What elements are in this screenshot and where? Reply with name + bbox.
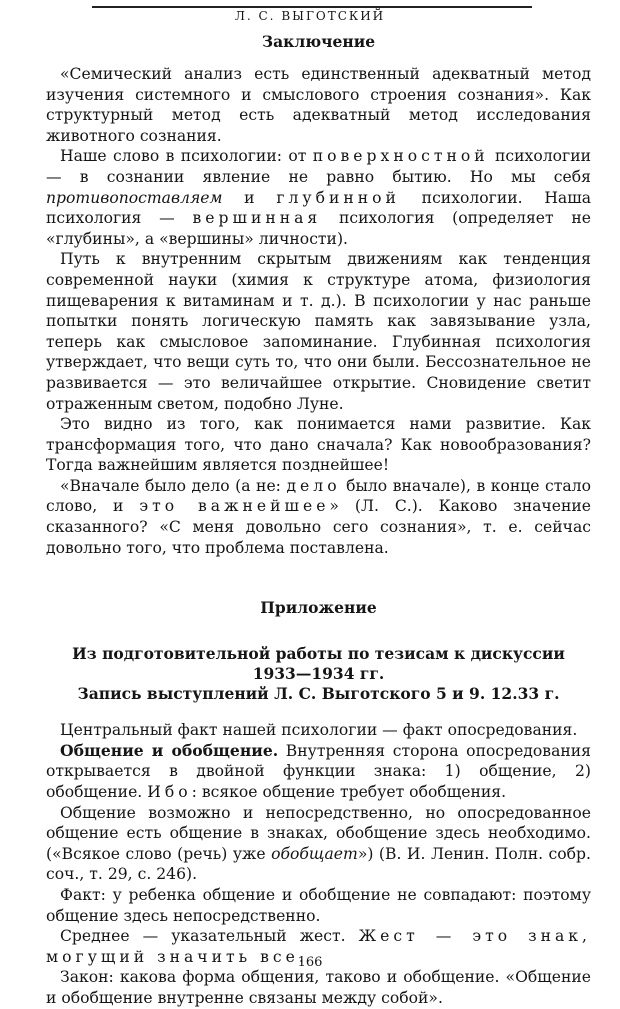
appendix-subtitle: Из подготовительной работы по тезисам к дискуссии <box>72 644 565 664</box>
paragraph: «Вначале было дело (а не: дело было вначале), в конце стало слово, и это важнейшее» (Л. С.). Каково значение сказанного? «С меня довольно сего сознания», т. е. сейчас довольно того, что проблема поставлена. <box>46 476 591 557</box>
section-title-appendix: Приложение <box>260 598 377 618</box>
running-head: Л. С. ВЫГОТСКИЙ <box>234 9 386 23</box>
appendix-subtitle-record: Запись выступлений Л. С. Выготского 5 и 9. 12.33 г. <box>77 684 560 704</box>
page-content <box>46 32 591 1009</box>
paragraph: Это видно из того, как понимается нами развитие. Как трансформация того, что дано сначала? Как новообразования? Тогда важнейшим является позднейшее! <box>46 415 591 475</box>
page-number: 166 <box>297 955 323 970</box>
paragraph: «Семический анализ есть единственный адекватный метод изучения системного и смыслового строения сознания». Как структурный метод есть адекватный метод исследования животного сознания. <box>46 65 591 145</box>
paragraph: Среднее — указательный жест. Жест — это знак, могущий значить все. <box>46 927 591 966</box>
paragraph: Путь к внутренним скрытым движениям как тенденция современной науки (химия к структуре атома, физиология пищеварения к витаминам и т. д.). В психологии у нас раньше попытки понять логическую память как завязывание узла, теперь как смысловое запоминание. Глубинная психология утверждает, что вещи суть то, что они были. Бессознательное не развивается — это величайшее открытие. Сновидение светит отраженным светом, подобно Луне. <box>46 250 591 413</box>
paragraph: Факт: у ребенка общение и обобщение не совпадают: поэтому общение здесь непосредственно. <box>46 886 591 925</box>
paragraph: Закон: какова форма общения, таково и обобщение. «Общение и обобщение внутренне связаны между собой». <box>46 968 591 1007</box>
appendix-subtitle-years: 1933—1934 гг. <box>252 664 385 684</box>
header-rule <box>92 6 532 8</box>
paragraph: Общение возможно и непосредственно, но опосредованное общение есть общение в знаках, обобщение здесь необходимо. («Всякое слово (речь) уже обобщает») (В. И. Ленин. Полн. собр. соч., т. 29, с. 246). <box>46 803 591 884</box>
section-title-conclusion: Заключение <box>261 32 376 51</box>
paragraph: Наше слово в психологии: от поверхностной психологии — в сознании явление не равно бытию. Но мы себя противопоставляем и глубинной психологии. Наша психология — вершинная психология (определяет не «глубины», а «вершины» личности). <box>46 147 592 248</box>
paragraph: Общение и обобщение. Внутренняя сторона опосредования открывается в двойной функции знака: 1) общение, 2) обобщение. Ибо: всякое общение требует обобщения. <box>46 740 591 802</box>
paragraph: Центральный факт нашей психологии — факт опосредования. <box>60 721 578 740</box>
